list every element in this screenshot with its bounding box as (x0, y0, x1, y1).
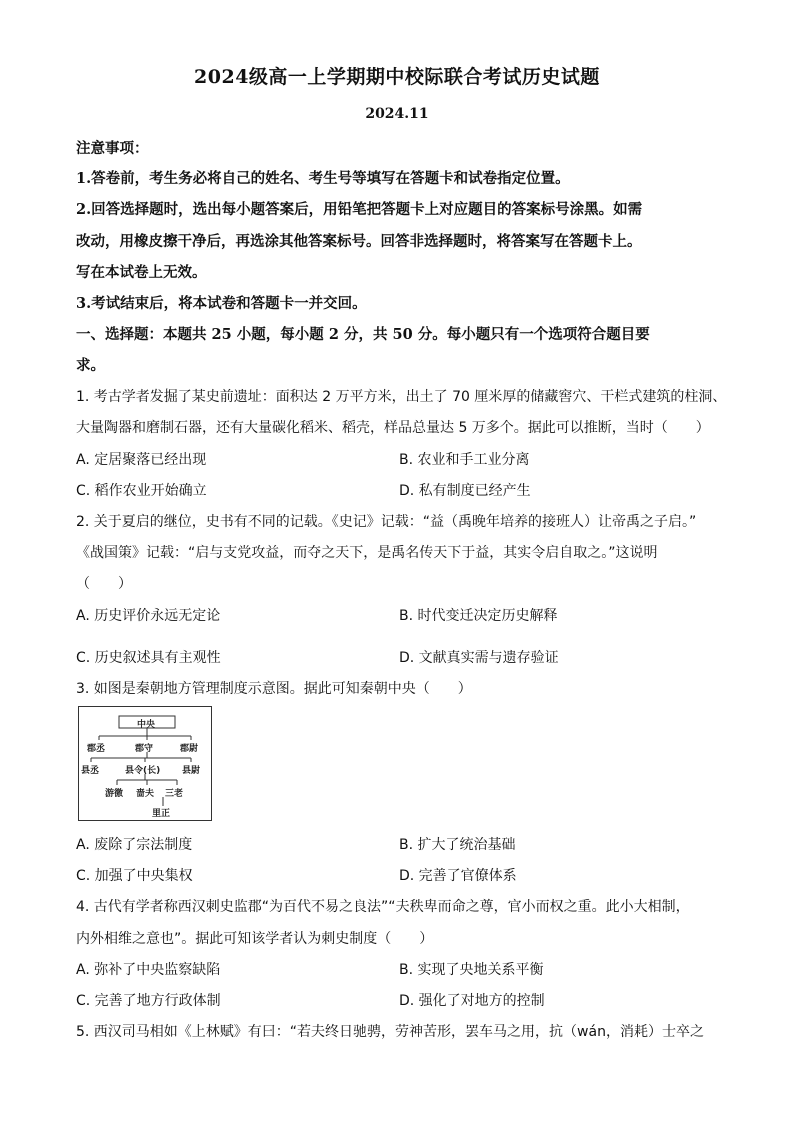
diagram-county-magistrate: 县令(长) (125, 766, 161, 776)
diagram-village-head: 里正 (152, 809, 171, 819)
notice-line-3: 3.考试结束后，将本试卷和答题卡一并交回。 (76, 295, 367, 312)
diagram-central: 中央 (137, 720, 156, 730)
question-3-option-b[interactable]: B. 扩大了统治基础 (399, 837, 516, 853)
question-4-option-d[interactable]: D. 强化了对地方的控制 (399, 993, 545, 1009)
question-2-option-c[interactable]: C. 历史叙述具有主观性 (76, 650, 221, 666)
question-2-answer-bracket: （ ） (76, 576, 132, 592)
question-1-option-d[interactable]: D. 私有制度已经产生 (399, 483, 531, 499)
diagram-sefu: 啬夫 (136, 789, 155, 799)
notice-line-2a: 2.回答选择题时，选出每小题答案后，用铅笔把答题卡上对应题目的答案标号涂黑。如需 (76, 201, 643, 218)
question-4-option-b[interactable]: B. 实现了央地关系平衡 (399, 962, 544, 978)
diagram-commandery-governor: 郡守 (135, 744, 154, 754)
question-4-option-c[interactable]: C. 完善了地方行政体制 (76, 993, 221, 1009)
question-3-option-d[interactable]: D. 完善了官僚体系 (399, 868, 517, 884)
section-heading: 一、选择题：本题共 25 小题，每小题 2 分，共 50 分。每小题只有一个选项符合题目要 (76, 326, 650, 343)
question-4-stem-cont: 内外相维之意也”。据此可知该学者认为刺史制度（ ） (76, 931, 434, 947)
notice-heading: 注意事项： (76, 140, 149, 157)
notice-line-1: 1.答卷前，考生务必将自己的姓名、考生号等填写在答题卡和试卷指定位置。 (76, 170, 570, 187)
exam-title: 2024级高一上学期期中校际联合考试历史试题 (194, 66, 600, 88)
notice-line-2b: 改动，用橡皮擦干净后，再选涂其他答案标号。回答非选择题时，将答案写在答题卡上。 (76, 233, 642, 250)
question-3-option-c[interactable]: C. 加强了中央集权 (76, 868, 193, 884)
question-2-option-d[interactable]: D. 文献真实需与遗存验证 (399, 650, 559, 666)
question-2-option-a[interactable]: A. 历史评价永远无定论 (76, 608, 221, 624)
exam-date: 2024.11 (365, 106, 429, 122)
question-4-stem: 4. 古代有学者称西汉刺史监郡“为百代不易之良法”“夫秩卑而命之尊，官小而权之重。此小大相制， (76, 899, 690, 915)
diagram-county-assistant: 县丞 (81, 766, 100, 776)
notice-line-2c: 写在本试卷上无效。 (76, 264, 207, 281)
diagram-county-commandant: 县尉 (182, 766, 201, 776)
diagram-patrol-officer: 游徼 (105, 789, 124, 799)
question-1-stem: 1. 考古学者发掘了某史前遗址：面积达 2 万平方米，出土了 70 厘米厚的储藏窖穴、干栏式建筑的柱洞、 (76, 389, 727, 405)
section-heading-cont: 求。 (76, 357, 105, 374)
question-2-option-b[interactable]: B. 时代变迁决定历史解释 (399, 608, 558, 624)
question-2-stem: 2. 关于夏启的继位，史书有不同的记载。《史记》记载：“益（禹晚年培养的接班人）让帝禹之子启。” (76, 514, 697, 530)
question-3-option-a[interactable]: A. 废除了宗法制度 (76, 837, 193, 853)
question-1-option-c[interactable]: C. 稻作农业开始确立 (76, 483, 207, 499)
question-1-option-a[interactable]: A. 定居聚落已经出现 (76, 452, 207, 468)
question-1-option-b[interactable]: B. 农业和手工业分离 (399, 452, 530, 468)
qin-local-admin-diagram (78, 706, 212, 821)
diagram-commandery-commandant: 郡尉 (180, 744, 199, 754)
question-5-stem: 5. 西汉司马相如《上林赋》有曰：“若夫终日驰骋，劳神苦形，罢车马之用，抗（wán，消耗）士卒之 (76, 1024, 704, 1040)
question-3-stem: 3. 如图是秦朝地方管理制度示意图。据此可知秦朝中央（ ） (76, 681, 472, 697)
question-1-stem-cont: 大量陶器和磨制石器，还有大量碳化稻米、稻壳，样品总量达 5 万多个。据此可以推断，当时（ ） (76, 420, 710, 436)
diagram-commandery-assistant: 郡丞 (87, 744, 106, 754)
question-4-option-a[interactable]: A. 弥补了中央监察缺陷 (76, 962, 221, 978)
diagram-sanlao: 三老 (165, 789, 184, 799)
question-2-stem-cont: 《战国策》记载：“启与支党攻益，而夺之天下，是禹名传天下于益，其实令启自取之。”这说明 (76, 545, 658, 561)
